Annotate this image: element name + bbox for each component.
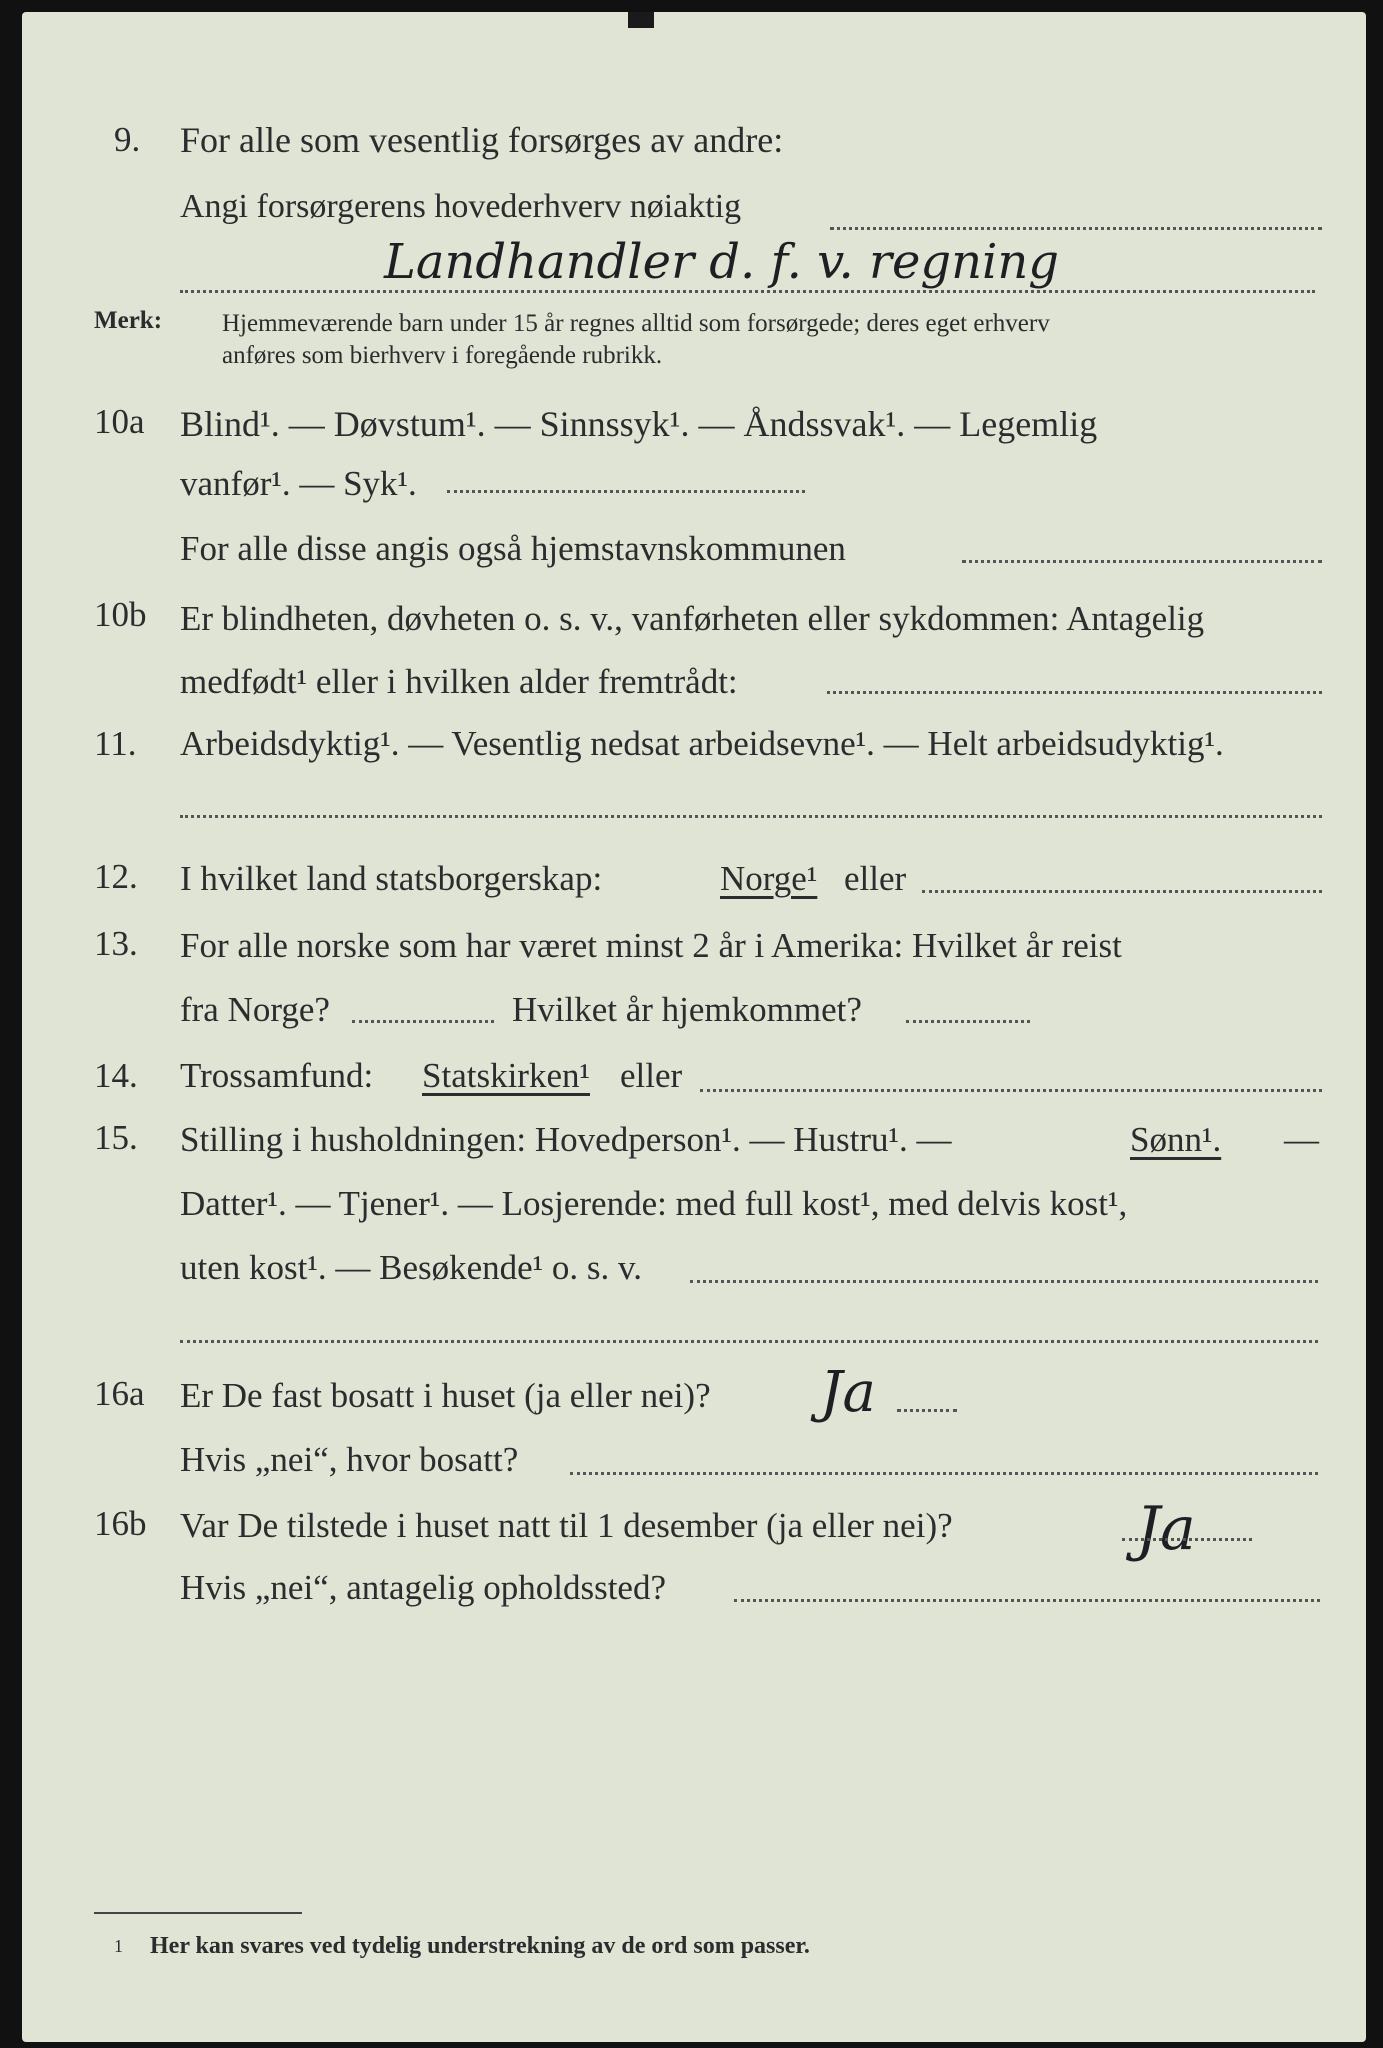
q16b-handwritten-answer: Ja bbox=[1136, 1494, 1196, 1564]
q11-number: 11. bbox=[94, 724, 137, 763]
q10a-fill-line-2 bbox=[962, 560, 1322, 563]
q16a-line-1: Er De fast bosatt i huset (ja eller nei)? bbox=[180, 1376, 711, 1415]
q14-option-other: eller bbox=[620, 1056, 683, 1095]
q10b-line-1: Er blindheten, døvheten o. s. v., vanførheten eller sykdommen: Antagelig bbox=[180, 599, 1205, 638]
q9-number: 9. bbox=[114, 120, 141, 159]
q15-fill-line-2 bbox=[180, 1340, 1318, 1343]
q13-line-1: For alle norske som har været minst 2 år i Amerika: Hvilket år reist bbox=[180, 926, 1122, 965]
q15-line-2: Datter¹. — Tjener¹. — Losjerende: med full kost¹, med delvis kost¹, bbox=[180, 1184, 1128, 1223]
q9-fill-line-1 bbox=[830, 227, 1322, 230]
q16b-line-2: Hvis „nei“, antagelig opholdssted? bbox=[180, 1568, 666, 1607]
q11-fill-line bbox=[180, 815, 1322, 818]
q12-option-norge: Norge¹ bbox=[720, 859, 818, 898]
q16a-number: 16a bbox=[94, 1374, 145, 1413]
q10a-number: 10a bbox=[94, 402, 145, 441]
q9-fill-line-2 bbox=[180, 290, 1315, 293]
q15-line-3: uten kost¹. — Besøkende¹ o. s. v. bbox=[180, 1248, 643, 1287]
q13-year-returned-fill bbox=[906, 1020, 1030, 1023]
q16a-fill-line-1 bbox=[897, 1409, 957, 1412]
q15-fill-line-1 bbox=[690, 1280, 1318, 1283]
q13-year-left-fill bbox=[352, 1020, 494, 1023]
q10b-fill-line bbox=[827, 691, 1322, 694]
q15-line-1-dash: — bbox=[1284, 1120, 1319, 1159]
q16b-fill-line-1 bbox=[1122, 1538, 1252, 1541]
q13-year-left-label: fra Norge? bbox=[180, 990, 330, 1029]
q16a-handwritten-answer: Ja bbox=[820, 1360, 876, 1425]
q16a-fill-line-2 bbox=[570, 1472, 1318, 1475]
q16b-number: 16b bbox=[94, 1504, 147, 1543]
footnote-marker: 1 bbox=[114, 1936, 123, 1956]
q16a-line-2: Hvis „nei“, hvor bosatt? bbox=[180, 1440, 519, 1479]
q9-question: For alle som vesentlig forsørges av andre: bbox=[180, 120, 784, 160]
q15-number: 15. bbox=[94, 1118, 138, 1157]
q9-instruction: Angi forsørgerens hovederhverv nøiaktig bbox=[180, 188, 742, 225]
q16b-fill-line-2 bbox=[734, 1599, 1320, 1602]
census-form-page bbox=[22, 12, 1366, 2042]
q10a-line-2: vanfør¹. — Syk¹. bbox=[180, 464, 417, 503]
q12-fill-line bbox=[922, 890, 1322, 893]
registration-mark bbox=[628, 12, 654, 28]
q15-line-1: Stilling i husholdningen: Hovedperson¹. — Hustru¹. — bbox=[180, 1120, 952, 1159]
q14-fill-line bbox=[700, 1089, 1322, 1092]
q13-year-returned-label: Hvilket år hjemkommet? bbox=[512, 990, 862, 1029]
q12-number: 12. bbox=[94, 857, 138, 896]
q10a-line-1: Blind¹. — Døvstum¹. — Sinnssyk¹. — Åndssvak¹. — Legemlig bbox=[180, 404, 1098, 444]
merk-label: Merk: bbox=[94, 307, 163, 334]
q14-prompt: Trossamfund: bbox=[180, 1056, 374, 1095]
q10a-line-3: For alle disse angis også hjemstavnskommunen bbox=[180, 529, 846, 568]
merk-text-line-1: Hjemmeværende barn under 15 år regnes alltid som forsørgede; deres eget erhverv bbox=[222, 310, 1050, 337]
q9-handwritten-answer: Landhandler d. f. v. regning bbox=[384, 234, 1059, 290]
footnote-divider bbox=[94, 1912, 302, 1914]
q14-option-statskirken: Statskirken¹ bbox=[422, 1056, 590, 1095]
q10b-line-2: medfødt¹ eller i hvilken alder fremtrådt: bbox=[180, 662, 738, 701]
footnote-text: Her kan svares ved tydelig understrekning av de ord som passer. bbox=[150, 1933, 810, 1959]
q11-line-1: Arbeidsdyktig¹. — Vesentlig nedsat arbeidsevne¹. — Helt arbeidsudyktig¹. bbox=[180, 724, 1224, 763]
q10b-number: 10b bbox=[94, 595, 147, 634]
q13-number: 13. bbox=[94, 924, 138, 963]
q16b-line-1: Var De tilstede i huset natt til 1 desember (ja eller nei)? bbox=[180, 1506, 953, 1545]
q15-option-sonn: Sønn¹. bbox=[1130, 1120, 1222, 1159]
merk-text-line-2: anføres som bierhverv i foregående rubrikk. bbox=[222, 342, 663, 369]
q10a-fill-line-1 bbox=[447, 490, 805, 493]
q14-number: 14. bbox=[94, 1056, 138, 1095]
q12-option-other: eller bbox=[844, 859, 907, 898]
q12-prompt: I hvilket land statsborgerskap: bbox=[180, 859, 603, 898]
